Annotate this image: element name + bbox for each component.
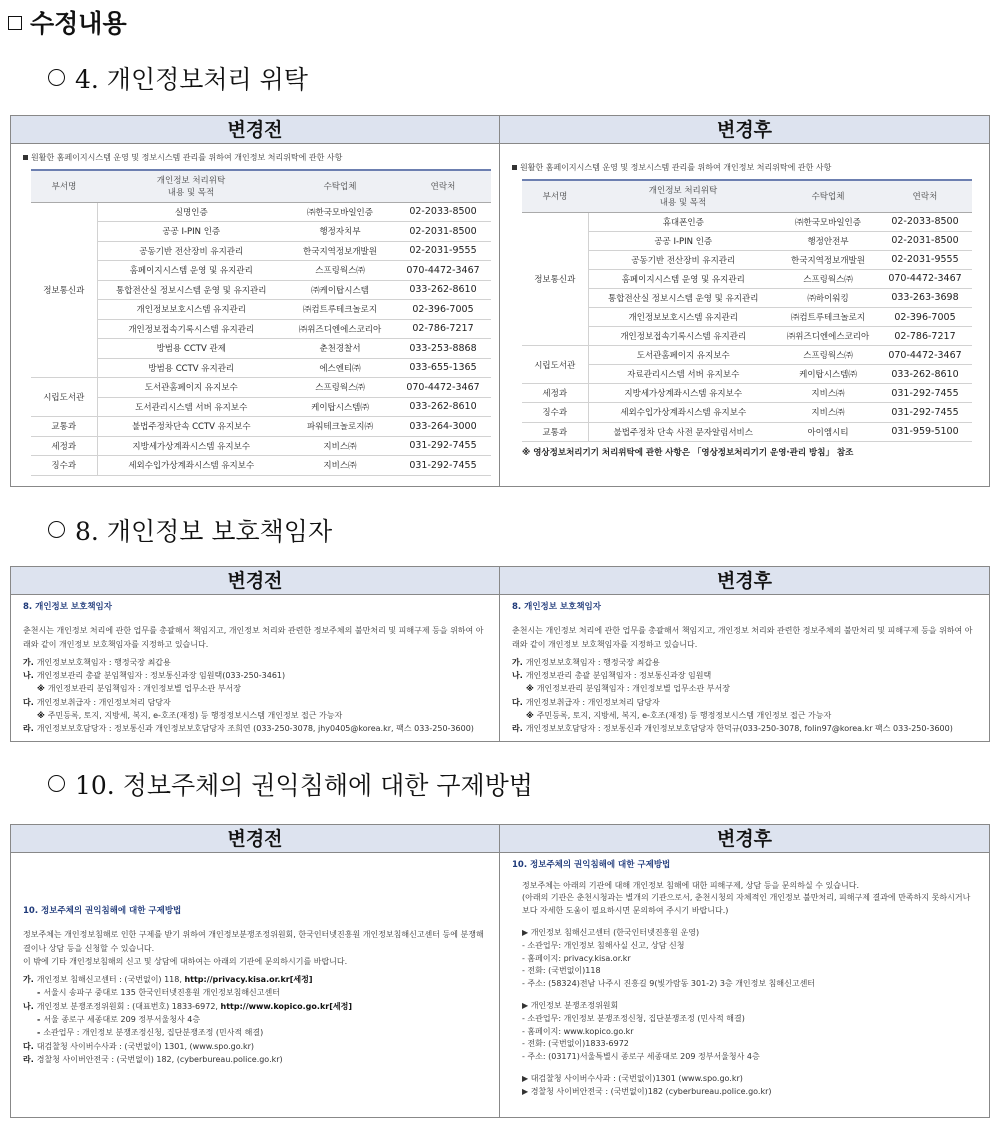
list-line — [23, 973, 489, 986]
phone-cell: 031-292-7455 — [878, 403, 972, 422]
table-row — [522, 307, 972, 326]
dept-cell: 정보통신과 — [31, 202, 97, 378]
task-cell: 지방세가상계좌시스템 유지보수 — [97, 436, 285, 456]
list-line — [522, 940, 979, 953]
dept-cell: 교통과 — [31, 417, 97, 437]
table-row — [31, 456, 491, 476]
phone-cell: 033-262-8610 — [878, 365, 972, 384]
column-header: 개인정보 처리위탁 내용 및 목적 — [97, 170, 285, 202]
task-cell: 홈페이지시스템 운영 및 유지관리 — [97, 261, 285, 281]
task-cell: 불법주정차 단속 사전 문자알림서비스 — [588, 422, 778, 441]
phone-cell: 02-396-7005 — [395, 300, 491, 320]
table-row — [31, 417, 491, 437]
section-10-before — [11, 825, 500, 1117]
section-10-after — [500, 825, 989, 1117]
table-row — [522, 422, 972, 441]
line-text: - 전화: (국번없이)1833-6972 — [522, 1039, 629, 1049]
line-text: 경찰청 사이버안전국 : (국번없이)182 (cyberbureau.police.go.kr) — [530, 1086, 772, 1096]
list-line — [23, 722, 489, 735]
dept-cell: 정보통신과 — [522, 212, 588, 346]
vendor-cell: 행정안전부 — [778, 231, 878, 250]
vendor-cell: 지비스㈜ — [778, 384, 878, 403]
table-row — [31, 339, 491, 359]
line-marker: - — [37, 1028, 41, 1038]
phone-cell: 070-4472-3467 — [395, 378, 491, 398]
task-cell: 세외수입가상계좌시스템 유지보수 — [588, 403, 778, 422]
line-marker: 라. — [23, 1054, 34, 1064]
list-line — [522, 1051, 979, 1064]
triangle-bullet-icon: ▶ — [522, 928, 531, 938]
list-line — [23, 1053, 489, 1066]
phone-cell: 031-959-5100 — [878, 422, 972, 441]
agency-list — [23, 973, 489, 1066]
line-text: - 주소: (58324)전남 나주시 진흥길 9(빛가람동 301-2) 3층 개인정보 침해신고센터 — [522, 978, 816, 988]
phone-cell: 070-4472-3467 — [395, 261, 491, 281]
vendor-cell: ㈜컴트루테크놀로지 — [778, 307, 878, 326]
line-marker: ※ — [526, 711, 534, 721]
table-row — [522, 365, 972, 384]
agency-group-2 — [512, 1000, 979, 1063]
phone-cell: 031-292-7455 — [878, 384, 972, 403]
column-header: 부서명 — [31, 170, 97, 202]
triangle-bullet-icon: ▶ — [522, 1086, 531, 1096]
phone-cell: 02-2031-8500 — [395, 222, 491, 242]
phone-cell: 02-786-7217 — [878, 327, 972, 346]
phone-cell: 02-2031-9555 — [878, 250, 972, 269]
vendor-cell: 케이탑시스템㈜ — [778, 365, 878, 384]
table-row — [522, 250, 972, 269]
task-cell: 도서관홈페이지 유지보수 — [97, 378, 285, 398]
dept-cell: 교통과 — [522, 422, 588, 441]
phone-cell: 02-2033-8500 — [878, 212, 972, 231]
vendor-cell: 춘천경찰서 — [285, 339, 395, 359]
dept-cell: 징수과 — [31, 456, 97, 476]
vendor-cell: ㈜위즈디엔에스코리아 — [285, 319, 395, 339]
section-4-comparison — [10, 115, 990, 487]
body-intro-2: 이 밖에 기타 개인정보침해의 신고 및 상담에 대하여는 아래의 기관에 문의하시기를 바랍니다. — [23, 956, 348, 966]
section-10-title: 10. 정보주체의 권익침해에 대한 구제방법 — [48, 766, 533, 802]
line-marker: 나. — [23, 671, 34, 681]
task-cell: 개인정보접속기록시스템 유지관리 — [588, 327, 778, 346]
line-text: 서울 종로구 세종대로 209 정부서울청사 4층 — [43, 1015, 201, 1025]
task-cell: 개인정보보호시스템 유지관리 — [588, 307, 778, 326]
phone-cell: 033-655-1365 — [395, 358, 491, 378]
task-cell: 통합전산실 정보시스템 운영 및 유지관리 — [97, 280, 285, 300]
section-4-title: 4. 개인정보처리 위탁 — [48, 60, 308, 96]
line-text: 개인정보관리 분임책임자 : 개인정보별 업무소관 부서장 — [47, 684, 241, 694]
line-text: 개인정보취급자 : 개인정보처리 담당자 — [525, 697, 660, 707]
after-header: 변경후 — [500, 825, 989, 853]
checkbox-square-icon — [8, 16, 22, 30]
agency-group-1 — [512, 927, 979, 990]
table-caption: 원활한 홈페이지시스템 운영 및 정보시스템 관리를 위하여 개인정보 처리위탁에 관한 사항 — [23, 152, 489, 163]
line-marker: 나. — [23, 1001, 34, 1011]
vendor-cell: 스프링웍스㈜ — [778, 269, 878, 288]
line-marker: ※ — [526, 684, 534, 694]
phone-cell: 033-253-8868 — [395, 339, 491, 359]
table-row — [31, 300, 491, 320]
phone-cell: 033-264-3000 — [395, 417, 491, 437]
vendor-cell: 지비스㈜ — [778, 403, 878, 422]
body-heading: 8. 개인정보 보호책임자 — [23, 602, 112, 612]
task-cell: 휴대폰인증 — [588, 212, 778, 231]
outsourcing-table-after — [522, 179, 972, 442]
table-row — [31, 397, 491, 417]
column-header: 연락처 — [878, 180, 972, 212]
officer-list — [512, 656, 979, 736]
task-cell: 도서관리시스템 서버 유지보수 — [97, 397, 285, 417]
triangle-bullet-icon: ▶ — [522, 1074, 531, 1084]
vendor-cell: 스프링웍스㈜ — [285, 378, 395, 398]
dept-cell: 세정과 — [31, 436, 97, 456]
line-marker: 가. — [23, 975, 34, 985]
table-row — [522, 346, 972, 365]
vendor-cell: ㈜하이워킹 — [778, 288, 878, 307]
before-header: 변경전 — [11, 567, 499, 595]
table-row — [31, 280, 491, 300]
body-intro: 정보주체는 개인정보침해로 인한 구제를 받기 위하여 개인정보분쟁조정위원회, 한국인터넷진흥원 개인정보침해신고센터 등에 분쟁해결이나 상담 등을 신청할 수 있습니다. — [23, 930, 484, 953]
body-heading: 10. 정보주체의 권익침해에 대한 구제방법 — [23, 906, 182, 916]
task-cell: 홈페이지시스템 운영 및 유지관리 — [588, 269, 778, 288]
task-cell: 방범용 CCTV 관제 — [97, 339, 285, 359]
list-line — [522, 1038, 979, 1051]
table-row — [31, 241, 491, 261]
dept-cell: 세정과 — [522, 384, 588, 403]
list-line — [522, 1026, 979, 1039]
list-line — [23, 669, 489, 682]
list-line — [23, 696, 489, 709]
section-4-before — [11, 116, 500, 486]
list-line — [23, 1040, 489, 1053]
table-row — [31, 261, 491, 281]
line-text: 경찰청 사이버안전국 : (국번없이) 182, (cyberbureau.police.go.kr) — [36, 1054, 283, 1064]
line-link: http://www.kopico.go.kr[세정] — [220, 1001, 352, 1011]
circle-bullet-icon — [48, 521, 65, 538]
line-text: 개인정보관리 총괄 분임책임자 : 정보통신과장 임원택 — [525, 671, 712, 681]
agency-group-items — [522, 1013, 979, 1063]
table-row — [31, 358, 491, 378]
list-line — [23, 709, 489, 722]
dept-cell: 시립도서관 — [522, 346, 588, 384]
list-line — [522, 1073, 979, 1086]
line-text: 개인정보취급자 : 개인정보처리 담당자 — [36, 697, 171, 707]
phone-cell: 02-2031-9555 — [395, 241, 491, 261]
table-row — [522, 288, 972, 307]
list-line — [23, 1013, 489, 1026]
line-text: 개인정보보호책임자 : 행정국장 최갑용 — [36, 657, 171, 667]
agency-group-items — [522, 940, 979, 990]
square-bullet-icon — [512, 165, 517, 170]
after-body — [500, 853, 989, 1099]
column-header: 부서명 — [522, 180, 588, 212]
task-cell: 세외수입가상계좌시스템 유지보수 — [97, 456, 285, 476]
list-line — [512, 682, 979, 695]
column-header: 수탁업체 — [285, 170, 395, 202]
line-text: 주민등록, 토지, 지방세, 복지, e-호조(재정) 등 행정정보시스템 개인정보 접근 가능자 — [47, 711, 343, 721]
task-cell: 지방세가상계좌시스템 유지보수 — [588, 384, 778, 403]
line-text: 개인정보보호책임자 : 행정국장 최갑용 — [525, 657, 660, 667]
table-row — [522, 212, 972, 231]
square-bullet-icon — [23, 155, 28, 160]
section-8-title: 8. 개인정보 보호책임자 — [48, 512, 332, 548]
before-body — [11, 853, 499, 1066]
list-line — [522, 965, 979, 978]
table-row — [522, 231, 972, 250]
table-row — [522, 327, 972, 346]
line-text: - 홈페이지: privacy.kisa.or.kr — [522, 953, 631, 963]
line-marker: ※ — [37, 711, 45, 721]
table-row — [522, 269, 972, 288]
table-row — [522, 384, 972, 403]
before-header: 변경전 — [11, 116, 499, 144]
phone-cell: 033-263-3698 — [878, 288, 972, 307]
after-header: 변경후 — [500, 567, 989, 595]
triangle-bullet-icon: ▶ — [522, 1001, 531, 1011]
section-8-before — [11, 567, 500, 741]
after-header: 변경후 — [500, 116, 989, 144]
line-text: 개인정보보호담당자 : 정보통신과 개인정보보호담당자 조희연 (033-250-3078, jhy0405@korea.kr, 팩스 033-250-3600) — [36, 724, 474, 734]
line-marker: 가. — [23, 657, 34, 667]
line-text: 개인정보관리 총괄 분임책임자 : 정보통신과장 임원택(033-250-3461) — [36, 671, 286, 681]
phone-cell: 031-292-7455 — [395, 436, 491, 456]
list-line — [512, 722, 979, 735]
column-header: 수탁업체 — [778, 180, 878, 212]
line-text: - 소관업무: 개인정보 분쟁조정신청, 집단분쟁조정 (민사적 해결) — [522, 1013, 745, 1023]
line-marker: - — [37, 988, 41, 998]
task-cell: 통합전산실 정보시스템 운영 및 유지관리 — [588, 288, 778, 307]
task-cell: 자료관리시스템 서버 유지보수 — [588, 365, 778, 384]
outsourcing-table-before — [31, 169, 491, 476]
body-intro: 춘천시는 개인정보 처리에 관한 업무를 총괄해서 책임지고, 개인정보 처리와 관련한 정보주체의 불만처리 및 피해구제 등을 위하여 아래와 같이 개인정보 보호책임자를 지정하고 있습니다. — [23, 626, 484, 649]
list-line — [522, 1013, 979, 1026]
circle-bullet-icon — [48, 69, 65, 86]
vendor-cell: 행정자치부 — [285, 222, 395, 242]
table-row — [31, 378, 491, 398]
vendor-cell: 스프링웍스㈜ — [778, 346, 878, 365]
line-text: 개인정보관리 분임책임자 : 개인정보별 업무소관 부서장 — [536, 684, 730, 694]
list-line — [512, 656, 979, 669]
phone-cell: 02-2031-8500 — [878, 231, 972, 250]
line-text: 개인정보 침해신고센터 : (국번없이) 118, — [36, 975, 185, 985]
page-title: 수정내용 — [8, 4, 127, 40]
vendor-cell: 한국지역정보개발원 — [285, 241, 395, 261]
line-text: - 주소: (03171)서울특별시 종로구 세종대로 209 정부서울청사 4층 — [522, 1051, 760, 1061]
vendor-cell: 스프링웍스㈜ — [285, 261, 395, 281]
vendor-cell: 에스엔티㈜ — [285, 358, 395, 378]
phone-cell: 070-4472-3467 — [878, 346, 972, 365]
phone-cell: 031-292-7455 — [395, 456, 491, 476]
line-text: 소관업무 : 개인정보 분쟁조정신청, 집단분쟁조정 (민사적 해결) — [43, 1028, 264, 1038]
line-marker: ※ — [37, 684, 45, 694]
line-text: 개인정보 분쟁조정위원회 : (대표번호) 1833-6972, — [36, 1001, 221, 1011]
circle-bullet-icon — [48, 775, 65, 792]
line-marker: 다. — [512, 697, 523, 707]
phone-cell: 02-786-7217 — [395, 319, 491, 339]
column-header: 연락처 — [395, 170, 491, 202]
agency-group-title: ▶ 개인정보 분쟁조정위원회 — [522, 1001, 619, 1011]
table-row — [31, 202, 491, 222]
table-row — [31, 319, 491, 339]
vendor-cell: ㈜케이탑시스템 — [285, 280, 395, 300]
body-intro: 춘천시는 개인정보 처리에 관한 업무를 총괄해서 책임지고, 개인정보 처리와 관련한 정보주체의 불만처리 및 피해구제 등을 위하여 아래와 같이 개인정보 보호책임자를 지정하고 있습니다. — [512, 626, 973, 649]
task-cell: 공공 I-PIN 인증 — [588, 231, 778, 250]
line-text: 대검찰청 사이버수사과 : (국번없이) 1301, (www.spo.go.kr) — [36, 1041, 255, 1051]
list-line — [23, 986, 489, 999]
line-link: http://privacy.kisa.or.kr[세정] — [184, 975, 313, 985]
dept-cell: 징수과 — [522, 403, 588, 422]
vendor-cell: 파워테크놀로지㈜ — [285, 417, 395, 437]
agency-tail-list — [512, 1073, 979, 1098]
list-line — [512, 669, 979, 682]
line-text: 서울시 송파구 중대로 135 한국인터넷진흥원 개인정보침해신고센터 — [43, 988, 280, 998]
line-text: - 소관업무: 개인정보 침해사실 신고, 상담 신청 — [522, 940, 685, 950]
phone-cell: 033-262-8610 — [395, 280, 491, 300]
line-marker: 다. — [23, 697, 34, 707]
line-text: 개인정보보호담당자 : 정보통신과 개인정보보호담당자 한덕규(033-250-3078, folin97@korea.kr 팩스 033-250-3600) — [525, 724, 953, 734]
task-cell: 공공 I-PIN 인증 — [97, 222, 285, 242]
officer-list — [23, 656, 489, 736]
task-cell: 개인정보접속기록시스템 유지관리 — [97, 319, 285, 339]
table-row — [522, 403, 972, 422]
vendor-cell: 지비스㈜ — [285, 456, 395, 476]
task-cell: 불법주정차단속 CCTV 유지보수 — [97, 417, 285, 437]
vendor-cell: ㈜위즈디엔에스코리아 — [778, 327, 878, 346]
task-cell: 공동기반 전산장비 유지관리 — [97, 241, 285, 261]
section-8-after — [500, 567, 989, 741]
line-text: 주민등록, 토지, 지방세, 복지, e-호조(재정) 등 행정정보시스템 개인정보 접근 가능자 — [536, 711, 832, 721]
task-cell: 실명인증 — [97, 202, 285, 222]
line-marker: 라. — [23, 724, 34, 734]
vendor-cell: ㈜한국모바일인증 — [285, 202, 395, 222]
list-line — [23, 656, 489, 669]
line-text: - 홈페이지: www.kopico.go.kr — [522, 1026, 634, 1036]
list-line — [23, 1026, 489, 1039]
list-line — [522, 978, 979, 991]
section-4-after — [500, 116, 989, 486]
line-marker: 다. — [23, 1041, 34, 1051]
vendor-cell: 아이엠시티 — [778, 422, 878, 441]
phone-cell: 033-262-8610 — [395, 397, 491, 417]
column-header: 개인정보 처리위탁 내용 및 목적 — [588, 180, 778, 212]
body-heading: 8. 개인정보 보호책임자 — [512, 602, 601, 612]
vendor-cell: 지비스㈜ — [285, 436, 395, 456]
task-cell: 도서관홈페이지 유지보수 — [588, 346, 778, 365]
phone-cell: 02-396-7005 — [878, 307, 972, 326]
list-line — [522, 1086, 979, 1099]
list-line — [23, 1000, 489, 1013]
vendor-cell: ㈜한국모바일인증 — [778, 212, 878, 231]
task-cell: 방범용 CCTV 유지관리 — [97, 358, 285, 378]
agency-group-title: ▶ 개인정보 침해신고센터 (한국인터넷진흥원 운영) — [522, 928, 700, 938]
line-marker: 나. — [512, 671, 523, 681]
dept-cell: 시립도서관 — [31, 378, 97, 417]
line-text: - 전화: (국번없이)118 — [522, 966, 601, 976]
task-cell: 개인정보보호시스템 유지관리 — [97, 300, 285, 320]
phone-cell: 070-4472-3467 — [878, 269, 972, 288]
line-text: 대검찰청 사이버수사과 : (국번없이)1301 (www.spo.go.kr) — [530, 1074, 743, 1084]
list-line — [23, 682, 489, 695]
before-body — [11, 595, 499, 736]
line-marker: - — [37, 1015, 41, 1025]
list-line — [522, 953, 979, 966]
table-footnote: ※ 영상정보처리기기 처리위탁에 관한 사항은 「영상정보처리기기 운영·관리 방침」 참조 — [522, 447, 854, 458]
task-cell: 공동기반 전산장비 유지관리 — [588, 250, 778, 269]
body-heading: 10. 정보주체의 권익침해에 대한 구제방법 — [512, 860, 671, 870]
list-line — [512, 709, 979, 722]
list-line — [512, 696, 979, 709]
body-intro-2: (아래의 기관은 춘천시청과는 별개의 기관으로서, 춘천시청의 자체적인 개인정보 불만처리, 피해구제 결과에 만족하지 못하시거나 보다 자세한 도움이 필요하시면 문의하여 주시기 바랍니다.) — [522, 893, 971, 915]
table-caption: 원활한 홈페이지시스템 운영 및 정보시스템 관리를 위하여 개인정보 처리위탁에 관한 사항 — [512, 162, 979, 173]
section-10-comparison — [10, 824, 990, 1118]
table-row — [31, 436, 491, 456]
before-header: 변경전 — [11, 825, 499, 853]
line-marker: 라. — [512, 724, 523, 734]
vendor-cell: 케이탑시스템㈜ — [285, 397, 395, 417]
vendor-cell: ㈜컴트루테크놀로지 — [285, 300, 395, 320]
table-row — [31, 222, 491, 242]
phone-cell: 02-2033-8500 — [395, 202, 491, 222]
section-8-comparison — [10, 566, 990, 742]
line-marker: 가. — [512, 657, 523, 667]
vendor-cell: 한국지역정보개발원 — [778, 250, 878, 269]
after-body — [500, 595, 989, 736]
body-intro: 정보주체는 아래의 기관에 대해 개인정보 침해에 대한 피해구제, 상담 등을 문의하실 수 있습니다. — [522, 880, 859, 890]
